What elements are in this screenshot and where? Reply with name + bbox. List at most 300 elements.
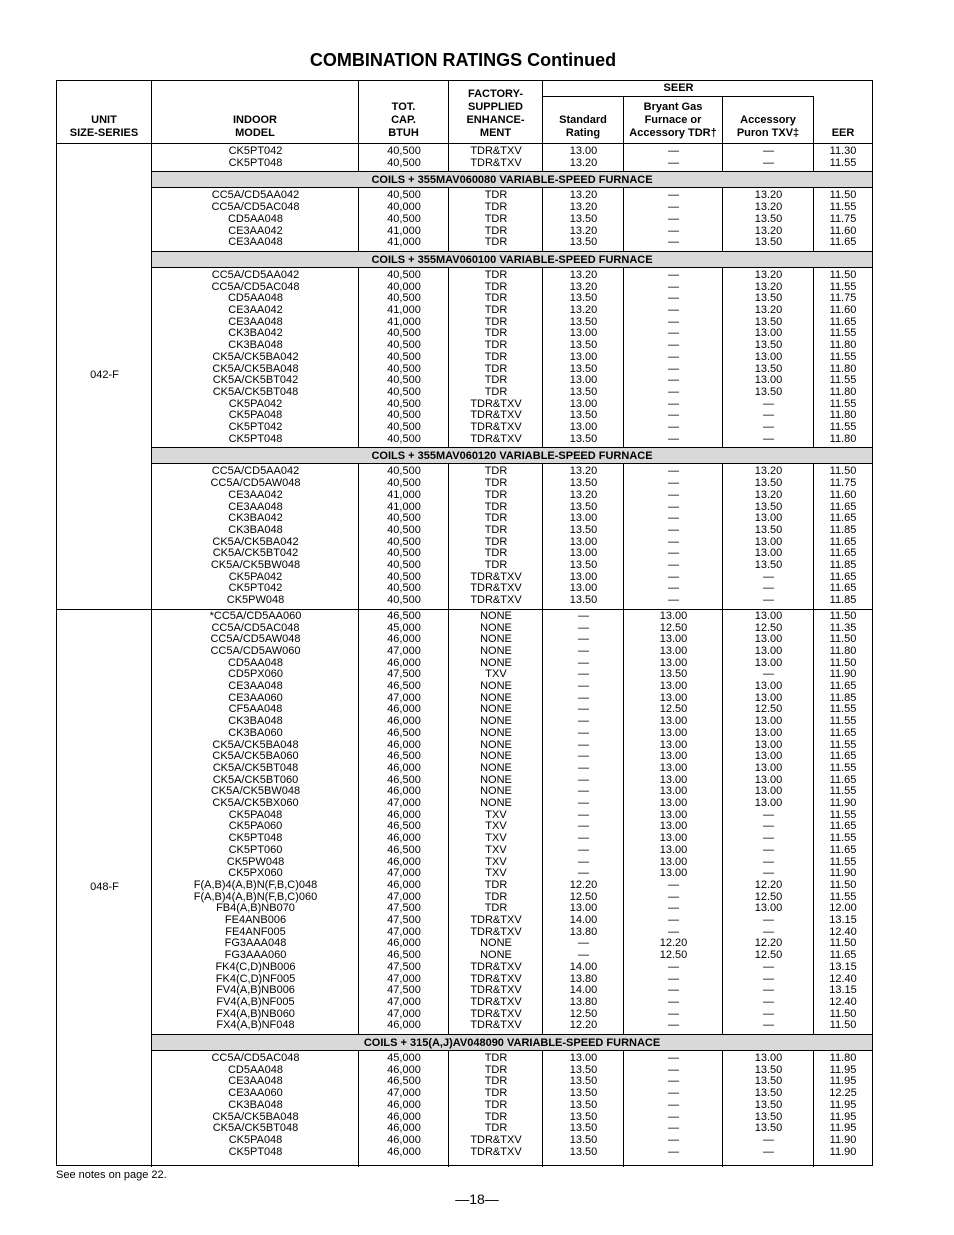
col-total-capacity	[359, 1053, 449, 1158]
table-cell: 47,000	[387, 797, 421, 810]
table-cell: 13.20	[754, 201, 783, 214]
table-cell: 13.00	[754, 547, 783, 560]
table-cell: 13.00	[569, 535, 598, 548]
table-cell: 45,000	[387, 621, 421, 634]
table-cell: 46,000	[387, 761, 421, 774]
header-seer: SEER	[543, 81, 814, 97]
table-cell: 13.20	[569, 304, 598, 316]
table-cell: 13.00	[754, 644, 783, 657]
table-cell: 12.25	[829, 1087, 857, 1100]
table-cell: —	[578, 609, 589, 622]
table-cell: 11.90	[829, 867, 857, 880]
col-bryant-tdr	[624, 1053, 723, 1158]
section-band: COILS + 315(A,J)AV048090 VARIABLE-SPEED FURNACE	[152, 1034, 872, 1051]
table-cell: —	[578, 808, 589, 821]
col-bryant-tdr	[624, 611, 723, 1032]
table-cell: 40,500	[387, 523, 421, 536]
table-cell: —	[668, 327, 679, 340]
table-cell: 13.20	[754, 488, 783, 501]
table-cell: 11.55	[829, 855, 857, 868]
table-cell: 13.00	[569, 582, 598, 595]
table-cell: 40,500	[387, 547, 421, 560]
table-cell: —	[763, 421, 774, 434]
table-cell: 46,000	[387, 715, 421, 728]
table-cell: TDR	[484, 304, 508, 316]
table-cell: 13.00	[754, 750, 783, 763]
table-cell: CE3AA048	[228, 236, 283, 249]
table-cell: CK5PA048	[228, 808, 283, 821]
table-cell: 40,500	[387, 582, 421, 595]
header-unit-size-series: UNIT SIZE-SERIES	[57, 81, 152, 143]
table-cell: 40,500	[387, 374, 421, 387]
table-cell: TDR	[484, 1063, 508, 1076]
table-cell: 13.00	[659, 797, 688, 810]
col-accessory-txv	[723, 611, 814, 1032]
table-cell: TXV	[485, 855, 507, 868]
table-cell: CC5A/CD5AA042	[211, 189, 300, 202]
table-cell: —	[763, 156, 774, 169]
table-cell: 47,000	[387, 691, 421, 704]
table-cell: CK5A/CK5BW048	[210, 785, 301, 798]
table-cell: —	[668, 156, 679, 169]
table-cell: 11.35	[829, 621, 857, 634]
table-cell: 13.20	[754, 224, 783, 237]
table-cell: 13.00	[659, 773, 688, 786]
table-cell: 46,000	[387, 1110, 421, 1123]
col-eer	[814, 190, 872, 249]
combination-ratings-table	[56, 80, 873, 1166]
col-bryant-tdr	[624, 466, 723, 606]
page-number: —18—	[455, 1191, 499, 1207]
table-cell: NONE	[480, 680, 512, 693]
table-cell: 40,500	[387, 362, 421, 375]
table-cell: —	[763, 960, 774, 973]
col-eer	[814, 611, 872, 1032]
table-cell: 13.00	[754, 609, 783, 622]
header-standard-rating: Standard Rating	[543, 97, 624, 143]
table-cell: 47,000	[387, 890, 421, 903]
table-cell: 46,000	[387, 937, 421, 950]
col-indoor-model	[152, 190, 359, 249]
table-cell: —	[578, 761, 589, 774]
col-enhancement	[449, 270, 543, 446]
table-cell: 13.00	[754, 715, 783, 728]
table-cell: 41,000	[387, 236, 421, 249]
col-accessory-txv	[723, 1053, 814, 1158]
table-cell: 47,500	[387, 902, 421, 915]
table-cell: NONE	[480, 937, 512, 950]
table-cell: NONE	[480, 691, 512, 704]
table-cell: —	[668, 201, 679, 214]
table-cell: FG3AAA048	[224, 937, 287, 950]
table-cell: 13.00	[659, 855, 688, 868]
table-cell: 13.00	[569, 1052, 598, 1064]
table-cell: 46,000	[387, 832, 421, 845]
table-cell: —	[763, 1007, 774, 1020]
table-cell: 46,500	[387, 1075, 421, 1088]
table-cell: 13.50	[754, 559, 783, 572]
table-cell: —	[578, 633, 589, 646]
col-eer	[814, 1053, 872, 1158]
table-cell: NONE	[480, 621, 512, 634]
table-cell: —	[763, 397, 774, 410]
table-cell: NONE	[480, 726, 512, 739]
table-cell: CE3AA048	[228, 680, 283, 693]
table-cell: CK5PA042	[228, 397, 283, 410]
table-cell: TDR	[484, 292, 508, 305]
table-cell: 13.00	[659, 633, 688, 646]
table-cell: CK5A/CK5BA048	[212, 738, 299, 751]
table-cell: —	[578, 738, 589, 751]
table-cell: 13.50	[569, 362, 598, 375]
table-cell: —	[668, 189, 679, 202]
col-total-capacity	[359, 611, 449, 1032]
table-cell: 40,500	[387, 512, 421, 525]
table-cell: TDR	[484, 500, 508, 513]
table-cell: 11.80	[829, 644, 857, 657]
table-cell: TDR	[484, 1110, 508, 1123]
table-cell: 11.65	[829, 820, 857, 833]
table-cell: 46,000	[387, 1122, 421, 1135]
table-cell: 12.40	[829, 972, 857, 985]
table-cell: —	[578, 832, 589, 845]
table-cell: CD5AA048	[227, 656, 284, 669]
table-cell: 11.90	[829, 668, 857, 681]
table-cell: 40,500	[387, 268, 421, 281]
table-cell: —	[668, 512, 679, 525]
table-cell: TDR&TXV	[470, 570, 522, 583]
section-band: COILS + 355MAV060080 VARIABLE-SPEED FURNACE	[152, 171, 872, 188]
table-cell: 13.00	[659, 609, 688, 622]
table-cell: 11.75	[829, 212, 857, 225]
table-cell: —	[668, 385, 679, 398]
table-cell: TDR	[484, 236, 508, 249]
table-cell: 11.55	[829, 890, 857, 903]
table-cell: 11.55	[829, 201, 857, 214]
table-cell: 11.95	[829, 1098, 857, 1111]
table-cell: 13.50	[569, 212, 598, 225]
col-eer	[814, 466, 872, 606]
table-cell: CE3AA060	[228, 691, 283, 704]
table-cell: TDR	[484, 535, 508, 548]
table-cell: 12.50	[754, 949, 783, 962]
table-cell: TDR	[484, 1098, 508, 1111]
table-cell: CC5A/CD5AA042	[211, 268, 300, 281]
table-cell: —	[668, 984, 679, 997]
table-cell: —	[578, 656, 589, 669]
table-cell: TDR&TXV	[470, 594, 522, 607]
table-cell: 13.80	[569, 972, 598, 985]
table-cell: —	[763, 984, 774, 997]
table-cell: 11.55	[829, 785, 857, 798]
table-cell: 13.15	[829, 960, 857, 973]
table-cell: NONE	[480, 750, 512, 763]
table-cell: FK4(C,D)NB006	[215, 960, 296, 973]
table-cell: CK5PW048	[226, 855, 285, 868]
table-cell: 13.20	[754, 304, 783, 316]
table-cell: 13.00	[659, 843, 688, 856]
table-cell: —	[668, 212, 679, 225]
table-cell: TDR&TXV	[470, 996, 522, 1008]
col-eer	[814, 146, 872, 169]
table-cell: 47,000	[387, 867, 421, 880]
table-cell: 11.65	[829, 949, 857, 962]
table-cell: —	[578, 820, 589, 833]
footnote: See notes on page 22.	[56, 1169, 167, 1181]
table-cell: 11.65	[829, 500, 857, 513]
table-cell: 13.00	[659, 750, 688, 763]
table-cell: —	[578, 867, 589, 880]
table-cell: 47,500	[387, 960, 421, 973]
table-cell: 13.00	[569, 421, 598, 434]
table-cell: 13.50	[569, 1110, 598, 1123]
table-cell: 40,500	[387, 145, 421, 157]
table-cell: CK5A/CK5BT048	[212, 1122, 299, 1135]
table-cell: FB4(A,B)NB070	[216, 902, 295, 915]
table-cell: 13.50	[754, 362, 783, 375]
table-cell: CK5PA048	[228, 1133, 283, 1146]
table-cell: —	[578, 703, 589, 716]
table-cell: 11.55	[829, 397, 857, 410]
table-cell: TXV	[485, 832, 507, 845]
table-cell: 13.50	[754, 1098, 783, 1111]
table-cell: 13.00	[659, 738, 688, 751]
table-cell: 14.00	[569, 984, 598, 997]
table-cell: 12.40	[829, 996, 857, 1008]
table-cell: CK5PA048	[228, 409, 283, 422]
table-cell: 13.20	[754, 268, 783, 281]
table-cell: CK5PT048	[228, 832, 283, 845]
table-cell: CK5PX060	[228, 867, 283, 880]
col-standard-rating	[543, 466, 624, 606]
table-cell: NONE	[480, 761, 512, 774]
table-cell: 13.50	[569, 523, 598, 536]
table-cell: 13.20	[754, 189, 783, 202]
col-bryant-tdr	[624, 190, 723, 249]
table-cell: CK3BA048	[228, 715, 283, 728]
table-cell: —	[668, 890, 679, 903]
table-cell: —	[668, 535, 679, 548]
table-cell: 40,500	[387, 409, 421, 422]
table-cell: CK5PT048	[228, 1145, 283, 1158]
table-cell: FK4(C,D)NF005	[215, 972, 296, 985]
table-cell: —	[668, 570, 679, 583]
table-cell: —	[763, 1133, 774, 1146]
table-cell: TDR	[484, 1052, 508, 1064]
table-cell: 13.20	[754, 280, 783, 293]
table-cell: 46,000	[387, 855, 421, 868]
table-cell: CE3AA048	[228, 315, 283, 328]
table-cell: 11.50	[829, 937, 857, 950]
table-cell: —	[668, 1098, 679, 1111]
page-title: COMBINATION RATINGS Continued	[309, 50, 617, 70]
table-cell: NONE	[480, 797, 512, 810]
table-cell: —	[668, 397, 679, 410]
table-cell: 12.20	[754, 878, 783, 891]
table-cell: 11.65	[829, 547, 857, 560]
table-cell: 13.00	[754, 797, 783, 810]
table-cell: —	[578, 691, 589, 704]
table-cell: CK5A/CK5BA048	[212, 1110, 299, 1123]
table-cell: 13.50	[754, 1122, 783, 1135]
table-cell: NONE	[480, 609, 512, 622]
table-cell: TDR	[484, 1122, 508, 1135]
table-cell: TXV	[485, 820, 507, 833]
table-cell: 11.50	[829, 465, 857, 478]
table-cell: 13.00	[754, 350, 783, 363]
table-cell: 46,000	[387, 1019, 421, 1032]
header-eer: EER	[831, 127, 855, 139]
table-cell: 13.00	[569, 350, 598, 363]
table-cell: 11.65	[829, 512, 857, 525]
table-cell: 11.50	[829, 1019, 857, 1032]
col-standard-rating	[543, 611, 624, 1032]
table-cell: TDR	[484, 212, 508, 225]
table-cell: TDR&TXV	[470, 1145, 522, 1158]
table-cell: —	[763, 409, 774, 422]
header-accessory-txv: Accessory Puron TXV‡	[723, 97, 814, 143]
table-cell: CC5A/CD5AA042	[211, 465, 300, 478]
table-cell: 13.50	[569, 559, 598, 572]
table-cell: —	[763, 855, 774, 868]
table-cell: 13.00	[754, 761, 783, 774]
table-cell: 13.50	[754, 500, 783, 513]
table-cell: TDR&TXV	[470, 397, 522, 410]
table-cell: 12.20	[659, 937, 688, 950]
table-cell: 13.00	[754, 902, 783, 915]
table-cell: —	[763, 432, 774, 445]
table-cell: CE3AA060	[228, 1087, 283, 1100]
table-cell: NONE	[480, 633, 512, 646]
table-cell: 11.95	[829, 1063, 857, 1076]
table-cell: 13.00	[659, 867, 688, 880]
table-cell: —	[668, 374, 679, 387]
table-cell: TDR	[484, 201, 508, 214]
table-cell: —	[668, 582, 679, 595]
table-cell: 11.65	[829, 750, 857, 763]
table-cell: CK3BA042	[228, 327, 283, 340]
table-cell: —	[763, 145, 774, 157]
table-cell: 40,500	[387, 570, 421, 583]
table-cell: —	[763, 582, 774, 595]
table-cell: 40,500	[387, 594, 421, 607]
table-cell: 12.20	[569, 1019, 598, 1032]
table-cell: 12.50	[754, 890, 783, 903]
table-cell: 47,500	[387, 668, 421, 681]
table-cell: TDR	[484, 280, 508, 293]
table-cell: TXV	[485, 843, 507, 856]
table-cell: 11.55	[829, 350, 857, 363]
table-cell: 13.50	[659, 668, 688, 681]
table-cell: FV4(A,B)NF005	[216, 996, 295, 1008]
table-cell: TDR&TXV	[470, 145, 522, 157]
table-cell: —	[668, 925, 679, 938]
table-cell: CK5A/CK5BX060	[212, 797, 299, 810]
table-cell: —	[668, 559, 679, 572]
unit-label-042f: 042-F	[90, 369, 119, 382]
table-cell: CC5A/CD5AC048	[211, 1052, 300, 1064]
table-cell: —	[668, 465, 679, 478]
table-cell: TDR&TXV	[470, 432, 522, 445]
table-cell: 13.50	[569, 594, 598, 607]
table-cell: 11.80	[829, 362, 857, 375]
table-cell: 13.00	[569, 547, 598, 560]
table-cell: —	[668, 477, 679, 490]
table-cell: CC5A/CD5AC048	[211, 280, 300, 293]
table-cell: 11.55	[829, 703, 857, 716]
table-cell: FX4(A,B)NF048	[216, 1019, 295, 1032]
table-cell: 11.90	[829, 1133, 857, 1146]
table-cell: —	[578, 715, 589, 728]
table-cell: CC5A/CD5AW060	[210, 644, 301, 657]
table-cell: NONE	[480, 644, 512, 657]
col-bryant-tdr	[624, 146, 723, 169]
table-cell: TDR	[484, 547, 508, 560]
table-cell: 11.65	[829, 843, 857, 856]
table-cell: 13.00	[569, 327, 598, 340]
table-cell: 12.50	[569, 890, 598, 903]
table-cell: 13.50	[754, 1087, 783, 1100]
table-cell: 11.65	[829, 680, 857, 693]
table-cell: 13.50	[569, 1087, 598, 1100]
table-cell: TDR	[484, 523, 508, 536]
col-standard-rating	[543, 190, 624, 249]
table-cell: CK5PT060	[228, 843, 283, 856]
table-cell: 11.50	[829, 268, 857, 281]
table-cell: TDR	[484, 385, 508, 398]
table-cell: 11.85	[829, 691, 857, 704]
table-cell: 11.95	[829, 1075, 857, 1088]
table-cell: 13.00	[569, 397, 598, 410]
col-standard-rating	[543, 146, 624, 169]
table-cell: CC5A/CD5AC048	[211, 621, 300, 634]
table-cell: 11.80	[829, 339, 857, 352]
table-cell: *CC5A/CD5AA060	[209, 609, 302, 622]
table-cell: 13.00	[754, 327, 783, 340]
table-cell: 40,500	[387, 350, 421, 363]
table-cell: 13.20	[569, 156, 598, 169]
table-cell: 12.50	[659, 621, 688, 634]
table-cell: 46,500	[387, 773, 421, 786]
table-cell: 46,500	[387, 750, 421, 763]
table-cell: 11.65	[829, 315, 857, 328]
table-cell: 13.80	[569, 996, 598, 1008]
table-cell: 11.80	[829, 432, 857, 445]
header-bryant-tdr: Bryant Gas Furnace or Accessory TDR†	[624, 97, 723, 143]
table-cell: 13.00	[659, 691, 688, 704]
table-cell: 13.20	[569, 488, 598, 501]
table-cell: —	[763, 914, 774, 927]
table-cell: 13.50	[569, 1098, 598, 1111]
table-cell: CK5PA060	[228, 820, 283, 833]
table-cell: 13.00	[754, 512, 783, 525]
table-cell: 13.00	[754, 374, 783, 387]
table-cell: —	[578, 644, 589, 657]
table-cell: —	[763, 996, 774, 1008]
table-cell: 13.50	[754, 523, 783, 536]
table-cell: 40,500	[387, 477, 421, 490]
table-cell: CK5A/CK5BA042	[212, 350, 299, 363]
table-cell: 11.85	[829, 594, 857, 607]
table-cell: 13.50	[569, 292, 598, 305]
table-cell: 11.55	[829, 327, 857, 340]
col-indoor-model	[152, 611, 359, 1032]
table-cell: TDR&TXV	[470, 409, 522, 422]
table-cell: 13.00	[659, 785, 688, 798]
table-cell: CK5A/CK5BT060	[212, 773, 299, 786]
table-cell: CK5PT042	[228, 421, 283, 434]
table-cell: 13.50	[569, 315, 598, 328]
